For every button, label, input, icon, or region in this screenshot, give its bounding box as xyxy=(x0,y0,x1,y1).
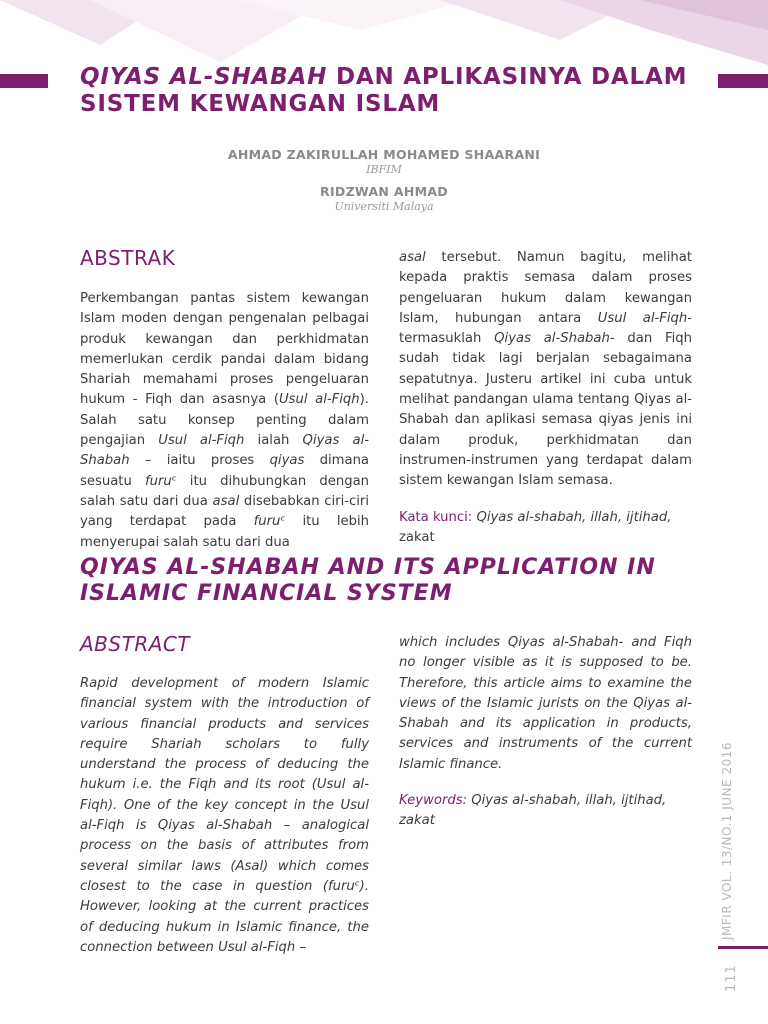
author-2-affiliation: Universiti Malaya xyxy=(334,200,434,213)
author-2-name: RIDZWAN AHMAD xyxy=(320,184,448,199)
author-1 xyxy=(80,147,688,176)
abstrak-paragraph-left: Perkembangan pantas sistem kewangan Islam moden dengan pengenalan pelbagai produk kewangan dan perkhidmatan memerlukan cerdik pandai dalam bidang Shariah memahami proses pengeluaran hukum - Fiqh dan asasnya (Usul al-Fiqh). Salah satu konsep penting dalam pengajian Usul al-Fiqh ialah Qiyas al-Shabah – iaitu proses qiyas dimana sesuatu furuᶜ itu dihubungkan dengan salah satu dari dua asal disebabkan ciri-ciri yang terdapat pada furuᶜ itu lebih menyerupai salah satu dari dua xyxy=(80,291,370,550)
abstrak-body-left xyxy=(80,289,369,553)
title-rest-part: DAN APLIKASINYA DALAM SISTEM KEWANGAN ISLAM xyxy=(80,64,688,117)
page-number: 111 xyxy=(724,964,739,992)
abstract-body-right xyxy=(399,633,692,832)
abstrak-paragraph-right: asal tersebut. Namun bagitu, melihat kepada praktis semasa dalam proses pengeluaran hukum dalam kewangan Islam, hubungan antara Usul al-Fiqh-termasuklah Qiyas al-Shabah- dan Fiqh sudah tidak lagi berjalan sebagaimana sepatutnya. Justeru artikel ini cuba untuk melihat pandangan ulama tentang Qiyas al-Shabah dan aplikasi semasa qiyas jenis ini dalam produk, perkhidmatan dan instrumen-instrumen yang terdapat dalam sistem kewangan Islam semasa. xyxy=(399,250,692,489)
author-2 xyxy=(80,184,688,213)
abstrak-body-right xyxy=(399,248,692,548)
title-italic-part: QIYAS AL-SHABAH xyxy=(80,64,328,90)
article-title-english: QIYAS AL-SHABAH AND ITS APPLICATION IN ISLAMIC FINANCIAL SYSTEM xyxy=(80,555,656,606)
title-rule-right xyxy=(718,74,768,88)
journal-reference: JMFIR VOL. 13/NO.1 JUNE 2016 xyxy=(720,742,734,940)
abstract-paragraph-left: Rapid development of modern Islamic financial system with the introduction of various financial products and services require Shariah scholars to fully understand the process of deducing the hukum i.e. the Fiqh and its root (Usul al-Fiqh). One of the key concept in the Usul al-Fiqh is Qiyas al-Shabah – analogical process on the basis of attributes from several similar laws (Asal) which comes closest to the case in question (furuᶜ). However, looking at the current practices of deducing hukum in Islamic finance, the connection between Usul al-Fiqh – xyxy=(80,676,369,955)
author-1-affiliation: IBFIM xyxy=(366,163,402,176)
keywords: Keywords: Qiyas al-shabah, illah, ijtihad, zakat xyxy=(399,793,667,829)
abstract-paragraph-right: which includes Qiyas al-Shabah- and Fiqh no longer visible as it is supposed to be. Therefore, this article aims to examine the views of the Islamic jurists on the Qiyas al-Shabah and its application in products, services and instruments of the current Islamic finance. xyxy=(399,635,692,772)
abstrak-heading: ABSTRAK xyxy=(80,246,176,270)
kata-kunci: Kata kunci: Qiyas al-shabah, illah, ijtihad, zakat xyxy=(399,509,672,545)
title-rule-left xyxy=(0,74,48,88)
footer-rule xyxy=(718,946,768,949)
author-1-name: AHMAD ZAKIRULLAH MOHAMED SHAARANI xyxy=(227,147,541,162)
abstract-body-left xyxy=(80,674,369,958)
article-title-malay xyxy=(80,64,720,118)
abstract-heading: ABSTRACT xyxy=(80,632,191,656)
